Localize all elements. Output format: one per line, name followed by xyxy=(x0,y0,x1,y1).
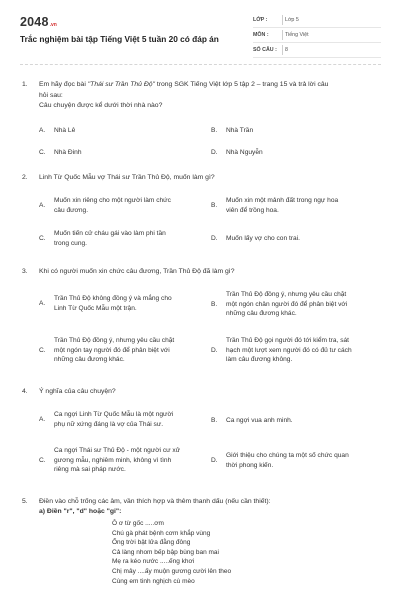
option-text-line: Muốn xin một mảnh đất trong ngự hoa xyxy=(226,197,339,204)
question-number: 2. xyxy=(22,174,28,181)
option-text: Muốn lấy vợ cho con trai. xyxy=(226,235,300,242)
option-4-c[interactable] xyxy=(39,446,209,478)
option-2-a[interactable] xyxy=(39,196,209,218)
option-text xyxy=(54,229,166,248)
option-text-line: Trần Thủ Độ đồng ý, nhưng yêu cầu chặt xyxy=(54,337,175,344)
option-text-line: trong cung. xyxy=(54,239,87,247)
option-label: C. xyxy=(39,347,46,354)
option-text xyxy=(226,290,347,319)
option-label: C. xyxy=(39,149,46,156)
option-text: Ca ngợi vua anh minh. xyxy=(226,417,293,424)
question-text: Ý nghĩa của câu chuyện? xyxy=(39,388,116,395)
option-2-c[interactable] xyxy=(39,229,209,251)
question-text-line: hỏi sau: xyxy=(39,91,63,99)
option-text-line: Muốn tiến cử cháu gái vào làm phi tần xyxy=(54,230,166,237)
question-text: Điền vào chỗ trống các âm, vần thích hợp và thêm thanh dấu (nếu cần thiết): xyxy=(39,498,271,505)
option-text: Nhà Trần xyxy=(226,127,254,134)
info-key: LỚP : xyxy=(253,17,268,23)
poem-line: Cùng em tinh nghịch cù mèo xyxy=(112,577,195,585)
option-text-line: Trần Thủ Độ gọi người đó tới kiểm tra, sát xyxy=(226,337,350,344)
option-text-line: Trần Thủ Độ không đồng ý và mắng cho xyxy=(54,295,172,302)
option-text-line: Ca ngợi Linh Từ Quốc Mẫu là một người xyxy=(54,411,174,418)
option-text-line: thời phong kiến. xyxy=(226,461,274,469)
option-label: A. xyxy=(39,127,46,134)
poem-line: Chú gà phát bệnh cơm khắp vùng xyxy=(112,529,211,537)
option-text-line: phụ nữ xứng đáng là vợ của Thái sư. xyxy=(54,420,164,428)
poem-line: Mẹ ra kéo nước .....ếng khơi xyxy=(112,558,195,566)
option-text-line: câu đương. xyxy=(54,206,89,214)
question-text xyxy=(39,80,382,91)
option-label: D. xyxy=(211,149,218,156)
option-text-line: Trần Thủ Độ đồng ý, nhưng yêu cầu chặt xyxy=(226,291,347,298)
poem-line: Cả làng nhom bếp bập bùng ban mai xyxy=(112,548,219,556)
info-value: 8 xyxy=(285,47,288,53)
info-box xyxy=(253,13,381,58)
option-3-c[interactable] xyxy=(39,336,209,368)
option-text xyxy=(226,336,352,365)
question-text-part: Em hãy đọc bài xyxy=(39,81,88,88)
option-text xyxy=(54,410,173,429)
info-value: Tiếng Việt xyxy=(285,32,309,38)
info-separator xyxy=(282,45,283,55)
option-text-line: làm câu đương không. xyxy=(226,356,293,363)
option-text-line: Giới thiệu cho chúng ta một số chức quan xyxy=(226,452,349,459)
option-text: Nhà Nguyễn xyxy=(226,149,263,156)
question-number: 3. xyxy=(22,268,28,275)
info-separator xyxy=(282,15,283,25)
option-text-line: viên để trồng hoa. xyxy=(226,206,279,214)
option-text xyxy=(54,294,172,313)
option-label: D. xyxy=(211,347,218,354)
option-label: C. xyxy=(39,457,46,464)
header-divider xyxy=(20,64,381,65)
question-3 xyxy=(22,267,382,278)
site-logo[interactable] xyxy=(20,15,57,29)
option-text xyxy=(226,451,349,470)
option-text xyxy=(54,336,174,365)
option-text-line: Muốn xin riêng cho một người làm chức xyxy=(54,197,171,204)
option-label: B. xyxy=(211,417,218,424)
option-text-line: những câu đương khác. xyxy=(226,310,297,317)
question-5-subpart: a) Điền "r", "d" hoặc "gi": xyxy=(39,508,122,515)
logo-domain-text: .vn xyxy=(49,22,57,28)
option-text-line: Linh Từ Quốc Mẫu một trận. xyxy=(54,304,137,312)
question-5 xyxy=(22,497,382,508)
option-text-line: hạch một lượt xem người đó có đủ tư cách xyxy=(226,346,352,354)
option-label: A. xyxy=(39,300,46,307)
document-title: Trắc nghiệm bài tập Tiếng Việt 5 tuần 20 có đáp án xyxy=(20,34,219,44)
option-text: Nhà Đinh xyxy=(54,149,82,156)
option-text-line: một ngón tay người đó để phân biệt với xyxy=(54,346,170,354)
option-label: D. xyxy=(211,235,218,242)
option-label: B. xyxy=(211,202,218,209)
option-text xyxy=(226,196,338,215)
option-label: B. xyxy=(211,127,218,134)
question-text: Linh Từ Quốc Mẫu vợ Thái sư Trần Thủ Độ, muốn làm gì? xyxy=(39,174,215,181)
option-label: D. xyxy=(211,457,218,464)
option-label: B. xyxy=(211,301,218,308)
info-value: Lớp 5 xyxy=(285,17,299,23)
option-label: A. xyxy=(39,202,46,209)
poem-lines xyxy=(112,519,312,586)
option-text-line: riêng mà sai pháp nước. xyxy=(54,466,126,473)
option-4-a[interactable] xyxy=(39,410,209,432)
option-text-line: Ca ngợi Thái sư Thủ Độ - một người cư xử xyxy=(54,447,181,454)
question-number: 4. xyxy=(22,388,28,395)
option-text-line: gương mẫu, nghiêm minh, không vì tình xyxy=(54,456,172,464)
question-text: Khi có người muốn xin chức câu đương, Trần Thủ Độ đã làm gì? xyxy=(39,268,235,275)
option-text: Nhà Lê xyxy=(54,127,76,134)
option-text-line: những câu đương khác. xyxy=(54,356,125,363)
option-4-d[interactable] xyxy=(211,451,383,473)
question-text-part: trong SGK Tiếng Việt lớp 5 tập 2 – trang 15 và trả lời câu xyxy=(154,81,329,88)
option-label: C. xyxy=(39,235,46,242)
logo-main-text: 2048 xyxy=(20,15,49,29)
poem-line: Chị mây ....ấy muộn gương cười lên theo xyxy=(112,567,232,575)
question-text-line: Câu chuyện được kể dưới thời nhà nào? xyxy=(39,102,163,109)
option-label: A. xyxy=(39,416,46,423)
question-number: 5. xyxy=(22,498,28,505)
option-3-a[interactable] xyxy=(39,294,209,316)
info-key: SỐ CÂU : xyxy=(253,47,277,53)
info-key: MÔN : xyxy=(253,32,269,38)
option-3-b[interactable] xyxy=(211,290,383,322)
option-text xyxy=(54,446,180,475)
option-text xyxy=(54,196,171,215)
question-1 xyxy=(22,80,382,112)
option-3-d[interactable] xyxy=(211,336,383,368)
question-4 xyxy=(22,387,382,398)
info-row-subject xyxy=(253,28,381,43)
info-separator xyxy=(282,30,283,40)
poem-line: Ống trời bật lửa đằng đông xyxy=(112,539,191,547)
info-row-class xyxy=(253,13,381,28)
header xyxy=(0,0,400,62)
question-text-italic: "Thái sư Trần Thủ Độ" xyxy=(87,81,155,88)
poem-line: Ô ơ từ gốc .....ơm xyxy=(112,520,164,527)
question-2 xyxy=(22,173,382,184)
option-2-b[interactable] xyxy=(211,196,381,218)
info-row-question-count xyxy=(253,43,381,58)
question-number: 1. xyxy=(22,81,28,88)
option-text-line: một ngón chân người đó để phân biệt với xyxy=(226,300,348,308)
